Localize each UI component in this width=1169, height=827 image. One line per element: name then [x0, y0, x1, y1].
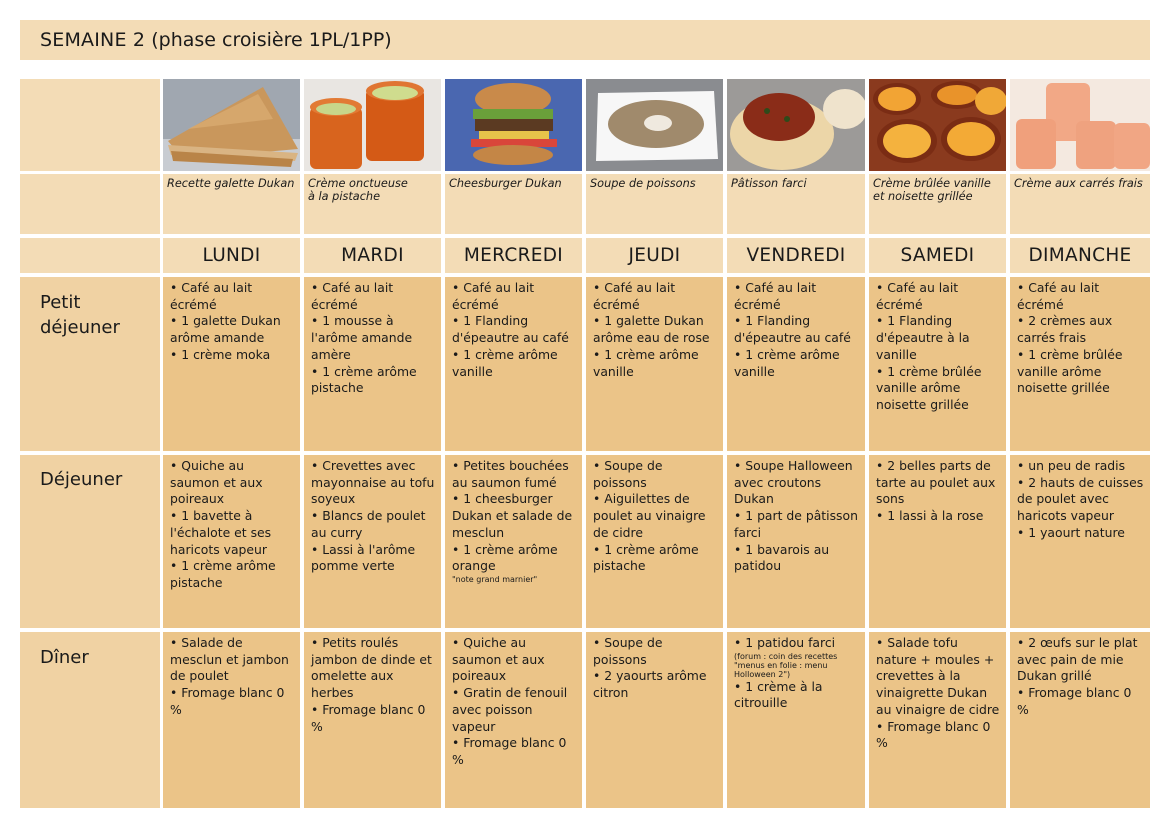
meal-item: • 1 galette Dukan arôme amande	[170, 313, 281, 346]
meal-item: • Quiche au saumon et aux poireaux	[452, 635, 545, 684]
corner-photo-cell	[20, 79, 160, 171]
meal-item: • Café au lait écrémé	[311, 280, 394, 312]
meal-item: • 1 crème moka	[170, 346, 271, 362]
stuffed-squash-photo	[727, 79, 865, 171]
meal-item: • 2 belles parts de tarte au poulet aux sons	[876, 458, 996, 507]
row-label-lunch	[20, 455, 160, 628]
breakfast-sunday	[1010, 277, 1150, 451]
breakfast-wednesday	[445, 277, 582, 451]
meal-item: • 1 bavarois au patidou	[734, 541, 830, 574]
meal-item: • 1 crème arôme pistache	[170, 558, 276, 590]
meal-item: • Café au lait écrémé	[452, 280, 535, 312]
breakfast-saturday	[869, 277, 1006, 451]
day-header-sunday: DIMANCHE	[1010, 238, 1150, 273]
meal-item: • 1 patidou farci	[734, 635, 836, 650]
stuffed-squash-icon	[727, 79, 865, 171]
corner-caption-cell	[20, 174, 160, 234]
recipe-caption-7: Crème aux carrés frais	[1010, 174, 1150, 234]
row-label-breakfast-line1: Petit	[40, 292, 81, 313]
meal-note: (forum : coin des recettes "menus en folie : menu Holloween 2")	[734, 651, 838, 679]
meal-item: • 1 crème brûlée vanille arôme noisette grillée	[1017, 346, 1123, 396]
day-header-saturday: SAMEDI	[869, 238, 1006, 273]
recipe-caption-3: Cheesburger Dukan	[445, 174, 582, 234]
meal-item: • 1 Flanding d'épeautre au café	[734, 313, 851, 346]
meal-item: • 1 crème arôme vanille	[734, 346, 840, 379]
lunch-thursday	[586, 455, 723, 628]
meal-item: • 1 crème arôme vanille	[593, 346, 699, 379]
page-title	[20, 20, 1150, 60]
lunch-friday	[727, 455, 865, 628]
meal-item: • Fromage blanc 0 %	[170, 685, 285, 717]
fish-soup-photo	[586, 79, 723, 171]
day-header-monday: LUNDI	[163, 238, 300, 273]
meal-item: • 1 crème arôme vanille	[452, 346, 558, 379]
meal-item: • Gratin de fenouil avec poisson vapeur	[452, 685, 568, 734]
meal-item: • Café au lait écrémé	[734, 280, 817, 312]
galette-icon	[163, 79, 300, 171]
day-header-tuesday: MARDI	[304, 238, 441, 273]
cheeseburger-icon	[445, 79, 582, 171]
meal-item: • 2 crèmes aux carrés frais	[1017, 313, 1113, 346]
meal-item: • Fromage blanc 0 %	[876, 718, 991, 751]
creme-brulee-icon	[869, 79, 1006, 171]
meal-item: • 1 crème arôme orange	[452, 541, 558, 574]
galette-photo	[163, 79, 300, 171]
meal-item: • Salade de mesclun et jambon de poulet	[170, 635, 289, 684]
row-label-breakfast	[20, 277, 160, 451]
title-sub: (phase croisière 1PL/1PP)	[151, 29, 392, 51]
meal-item: • Salade tofu nature + moules + crevettes à la vinaigrette Dukan au vinaigre de cidre	[876, 635, 1000, 717]
breakfast-monday	[163, 277, 300, 451]
dinner-wednesday	[445, 632, 582, 808]
meal-item: • 1 crème arôme pistache	[593, 541, 699, 574]
pistachio-cream-photo	[304, 79, 441, 171]
meal-item: • Blancs de poulet au curry	[311, 508, 426, 540]
meal-item: • 1 cheesburger Dukan et salade de mesclun	[452, 491, 573, 540]
dinner-sunday	[1010, 632, 1150, 808]
recipe-caption-2: Crème onctueuse à la pistache	[304, 174, 441, 234]
meal-item: • Café au lait écrémé	[593, 280, 676, 312]
dinner-thursday	[586, 632, 723, 808]
meal-item: • 1 crème à la citrouille	[734, 678, 823, 711]
day-header-friday: VENDREDI	[727, 238, 865, 273]
pistachio-cream-icon	[304, 79, 441, 171]
creme-brulee-photo	[869, 79, 1006, 171]
fish-soup-icon	[586, 79, 723, 171]
meal-item: • 1 Flanding d'épeautre au café	[452, 313, 569, 346]
lunch-wednesday	[445, 455, 582, 628]
row-label-dinner	[20, 632, 160, 808]
meal-item: • 1 bavette à l'échalote et ses haricots vapeur	[170, 508, 272, 557]
breakfast-friday	[727, 277, 865, 451]
breakfast-thursday	[586, 277, 723, 451]
dinner-friday	[727, 632, 865, 808]
day-header-thursday: JEUDI	[586, 238, 723, 273]
meal-item: • 1 yaourt nature	[1017, 524, 1125, 540]
recipe-caption-4: Soupe de poissons	[586, 174, 723, 234]
row-label-breakfast-line2: déjeuner	[40, 317, 120, 338]
meal-item: • Café au lait écrémé	[1017, 280, 1100, 312]
dinner-tuesday	[304, 632, 441, 808]
cheeseburger-photo	[445, 79, 582, 171]
meal-item: • 1 galette Dukan arôme eau de rose	[593, 313, 710, 346]
lunch-saturday	[869, 455, 1006, 628]
meal-item: • Soupe de poissons	[593, 635, 663, 667]
meal-item: • Fromage blanc 0 %	[1017, 685, 1132, 717]
meal-item: • Aiguilettes de poulet au vinaigre de cidre	[593, 491, 706, 540]
meal-item: • Quiche au saumon et aux poireaux	[170, 458, 263, 507]
row-label-dinner-text: Dîner	[40, 647, 89, 668]
recipe-caption-1: Recette galette Dukan	[163, 174, 300, 234]
cream-glasses-icon	[1010, 79, 1150, 171]
meal-item: • Lassi à l'arôme pomme verte	[311, 541, 416, 574]
meal-item: • Fromage blanc 0 %	[311, 701, 426, 734]
meal-note: "note grand marnier"	[452, 574, 538, 584]
meal-item: • Fromage blanc 0 %	[452, 735, 567, 767]
day-header-wednesday: MERCREDI	[445, 238, 582, 273]
row-label-lunch-text: Déjeuner	[40, 469, 123, 490]
meal-item: • Petites bouchées au saumon fumé	[452, 458, 569, 490]
meal-item: • Crevettes avec mayonnaise au tofu soyeux	[311, 458, 435, 507]
meal-item: • 2 œufs sur le plat avec pain de mie Dukan grillé	[1017, 635, 1138, 684]
meal-item: • Café au lait écrémé	[876, 280, 959, 312]
meal-item: • 1 mousse à l'arôme amande amère	[311, 313, 413, 362]
cream-glasses-photo	[1010, 79, 1150, 171]
recipe-caption-6: Crème brûlée vanille et noisette grillée	[869, 174, 1006, 234]
meal-item: • 1 Flanding d'épeautre à la vanille	[876, 313, 970, 362]
meal-item: • Petits roulés jambon de dinde et omelette aux herbes	[311, 635, 432, 701]
dinner-saturday	[869, 632, 1006, 808]
meal-item: • Café au lait écrémé	[170, 280, 253, 312]
lunch-sunday	[1010, 455, 1150, 628]
meal-item: • un peu de radis	[1017, 458, 1126, 473]
meal-item: • Soupe Halloween avec croutons Dukan	[734, 458, 853, 507]
meal-item: • 2 hauts de cuisses de poulet avec haricots vapeur	[1017, 474, 1144, 524]
lunch-monday	[163, 455, 300, 628]
meal-item: • 1 lassi à la rose	[876, 508, 984, 524]
breakfast-tuesday	[304, 277, 441, 451]
meal-item: • 1 crème arôme pistache	[311, 363, 417, 396]
meal-item: • 2 yaourts arôme citron	[593, 668, 707, 701]
recipe-caption-5: Pâtisson farci	[727, 174, 865, 234]
corner-day-cell	[20, 238, 160, 273]
meal-item: • Soupe de poissons	[593, 458, 663, 490]
title-main: SEMAINE 2	[40, 29, 146, 51]
meal-item: • 1 crème brûlée vanille arôme noisette grillée	[876, 363, 982, 412]
lunch-tuesday	[304, 455, 441, 628]
meal-item: • 1 part de pâtisson farci	[734, 508, 858, 540]
dinner-monday	[163, 632, 300, 808]
